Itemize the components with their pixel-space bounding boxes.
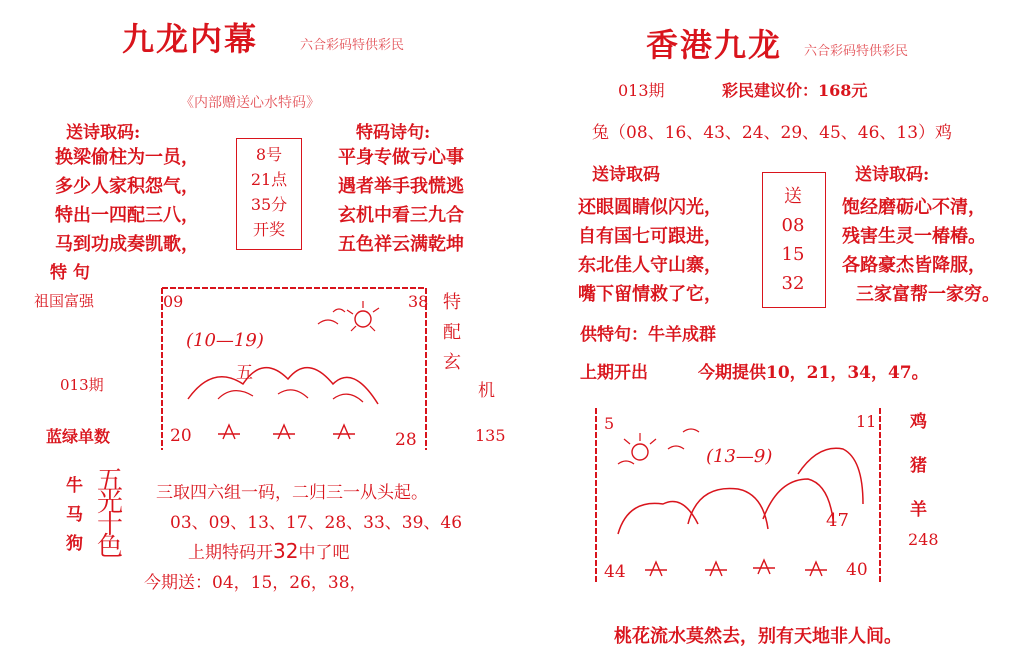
left-right-number: 135 [475,426,506,445]
right-animal-line: 兔（08、16、43、24、29、45、46、13）鸡 [592,123,953,143]
right-sketch-number: 11 [856,412,877,431]
left-poem [55,143,199,259]
vertical-char-ji: 机 [478,381,495,401]
left-sketch-number: 20 [170,426,192,446]
animal: 羊 [910,500,927,520]
special-poem-label: 特码诗句: [356,123,431,143]
left-label-color: 蓝绿单数 [46,427,111,446]
poem-line: 残害生灵一椿椿。 [842,226,986,247]
five-elements [96,466,124,562]
left-poem-label: 送诗取码: [66,123,141,143]
right-poem-left [578,193,722,309]
animal: 猪 [910,456,927,476]
box-number: 32 [781,273,805,294]
left-label-slogan: 祖国富强 [34,292,95,310]
left-sketch-range: (10—19) [186,330,264,351]
poem-line: 饱经磨砺心不清， [842,197,986,218]
vertical-char: 特 [443,292,461,313]
left-label-issue: 013期 [60,376,104,394]
vertical-char: 玄 [443,352,461,373]
right-footer: 桃花流水莫然去，别有天地非人间。 [614,626,902,647]
animal: 鸡 [910,412,927,432]
last-issue-number: 32 [273,539,299,563]
special-poem [338,143,464,259]
right-poem-label-right: 送诗取码: [855,165,930,185]
left-line-1: 三取四六组一码，二归三一从头起。 [156,483,428,503]
right-sketch [588,404,888,586]
right-sketch-number: 44 [604,562,626,582]
last-issue-suffix: 中了吧 [298,543,350,563]
box-number: 15 [781,244,805,265]
special-poem-line: 玄机中看三九合 [338,205,464,226]
poem-line: 东北佳人守山寨， [578,255,722,276]
draw-label: 开奖 [252,220,285,239]
element-char: 十 [96,510,123,540]
draw-minute: 35分 [250,195,288,214]
element-char: 色 [96,532,123,562]
right-title: 香港九龙 [646,26,783,64]
right-side-number: 248 [908,530,939,549]
box-number: 08 [781,215,805,236]
last-issue-text: 上期特码开 [188,543,273,563]
right-box-values [764,182,822,298]
poem-line: 还眼圆睛似闪光， [578,197,722,218]
poem-line: 多少人家积怨气， [55,176,199,197]
left-animals [66,472,83,559]
left-title: 九龙内幕 [122,20,259,58]
left-subtitle: 《内部赠送心水特码》 [180,95,320,111]
vertical-char: 配 [443,322,461,343]
right-poem-label-left: 送诗取码 [592,165,660,185]
right-last-issue: 上期开出 [580,363,648,383]
left-title-sub: 六合彩码特供彩民 [300,38,405,53]
left-line-2: 03、09、13、17、28、33、39、46 [170,513,463,533]
draw-hour: 21点 [250,170,288,189]
element-char: 五 [96,466,123,496]
animal: 狗 [66,534,83,554]
right-sketch-range: (13—9) [706,446,773,467]
poem-line: 特出一四配三八， [55,205,199,226]
right-poem-right [842,193,1000,309]
right-vertical-text [441,288,463,378]
right-price: 彩民建议价：168元 [722,81,868,100]
right-this-issue: 今期提供10，21，34，47。 [698,363,929,383]
right-side-animals [910,400,927,532]
right-special-line: 供特句：牛羊成群 [580,325,716,345]
left-sketch-number: 28 [395,430,417,450]
left-line-4: 今期送：04，15，26，38， [144,573,367,593]
poem-line: 自有国七可跟进， [578,226,722,247]
poem-line: 马到功成奏凯歌， [55,234,199,255]
right-sketch-number: 5 [604,414,615,433]
draw-time [241,142,297,242]
special-poem-line: 五色祥云满乾坤 [338,234,464,255]
animal: 马 [66,505,83,525]
left-sketch-number: 09 [163,292,184,311]
right-issue: 013期 [618,81,665,100]
left-line-3 [188,538,349,563]
poem-line: 各路豪杰皆降服， [842,255,986,276]
poem-line: 嘴下留情救了它， [578,284,722,305]
special-poem-line: 遇者举手我慌逃 [338,176,464,197]
poem-line: 换梁偷柱为一员， [55,147,199,168]
draw-day: 8号 [255,145,283,164]
right-title-sub: 六合彩码特供彩民 [804,44,909,59]
poem-line: 三家富帮一家穷。 [856,284,1000,305]
left-sketch-number: 38 [408,292,429,311]
special-poem-line: 平身专做亏心事 [338,147,464,168]
right-sketch-number: 47 [826,510,849,531]
left-sketch [158,284,430,454]
element-char: 光 [96,488,123,518]
left-special-label: 特 句 [50,263,90,283]
box-label: 送 [784,186,802,207]
left-sketch-char: 五 [236,363,253,383]
animal: 牛 [66,476,83,496]
right-sketch-number: 40 [846,560,868,580]
